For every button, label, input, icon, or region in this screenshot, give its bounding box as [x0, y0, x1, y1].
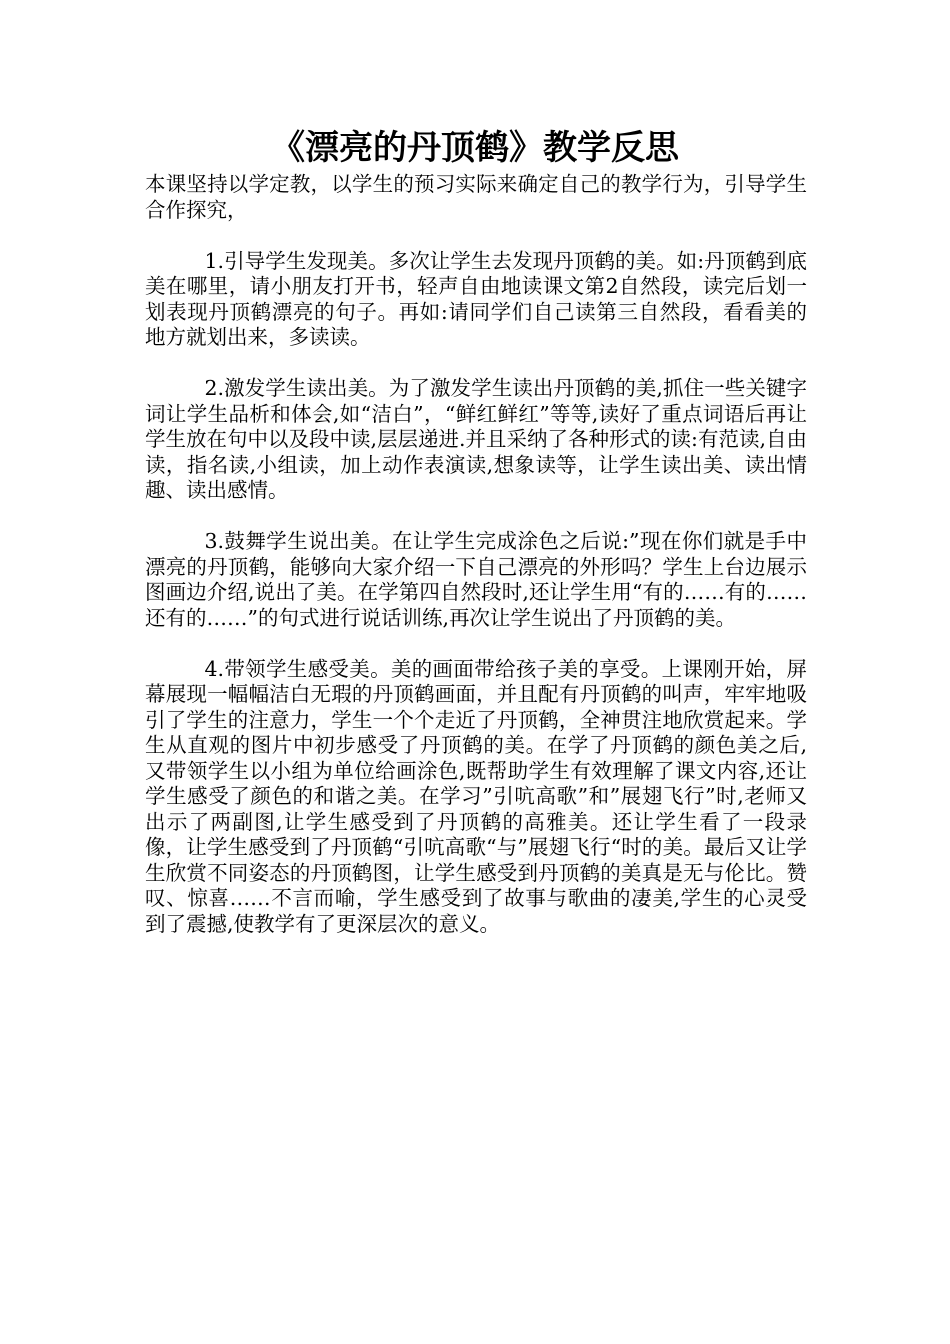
- paragraph-speak-beauty: 3.鼓舞学生说出美。在让学生完成涂色之后说:”现在你们就是手中漂亮的丹顶鹤，能够向大家介绍一下自己漂亮的外形吗？学生上台边展示图画边介绍,说出了美。在学第四自然段时,还让学生用“有的……有的……还有的……”的句式进行说话训练,再次让学生说出了丹顶鹤的美。: [145, 529, 807, 630]
- intro-paragraph: 本课坚持以学定教，以学生的预习实际来确定自己的教学行为，引导学生合作探究，: [145, 172, 807, 222]
- document-title: 《漂亮的丹顶鹤》教学反思: [271, 128, 679, 168]
- document-body: [145, 172, 807, 963]
- paragraph-feel-beauty: 4.带领学生感受美。美的画面带给孩子美的享受。上课刚开始，屏幕展现一幅幅洁白无瑕的丹顶鹤画面，并且配有丹顶鹤的叫声，牢牢地吸引了学生的注意力，学生一个个走近了丹顶鹤，全神贯注地欣赏起来。学生从直观的图片中初步感受了丹顶鹤的美。在学了丹顶鹤的颜色美之后,又带领学生以小组为单位给画涂色,既帮助学生有效理解了课文内容,还让学生感受了颜色的和谐之美。在学习”引吭高歌”和”展翅飞行”时,老师又出示了两副图,让学生感受到了丹顶鹤的高雅美。还让学生看了一段录像，让学生感受到了丹顶鹤“引吭高歌“与”展翅飞行“时的美。最后又让学生欣赏不同姿态的丹顶鹤图，让学生感受到丹顶鹤的美真是无与伦比。赞叹、惊喜……不言而喻，学生感受到了故事与歌曲的凄美,学生的心灵受到了震撼,使教学有了更深层次的意义。: [145, 656, 807, 936]
- paragraph-discover-beauty: 1.引导学生发现美。多次让学生去发现丹顶鹤的美。如:丹顶鹤到底美在哪里，请小朋友打开书，轻声自由地读课文第2自然段，读完后划一划表现丹顶鹤漂亮的句子。再如:请同学们自己读第三自然段，看看美的地方就划出来，多读读。: [145, 248, 807, 349]
- paragraph-read-beauty: 2.激发学生读出美。为了激发学生读出丹顶鹤的美,抓住一些关键字词让学生品析和体会,如“洁白”，“鲜红鲜红”等等,读好了重点词语后再让学生放在句中以及段中读,层层递进.并且采纳了各种形式的读:有范读,自由读，指名读,小组读，加上动作表演读,想象读等，让学生读出美、读出情趣、读出感情。: [145, 376, 807, 502]
